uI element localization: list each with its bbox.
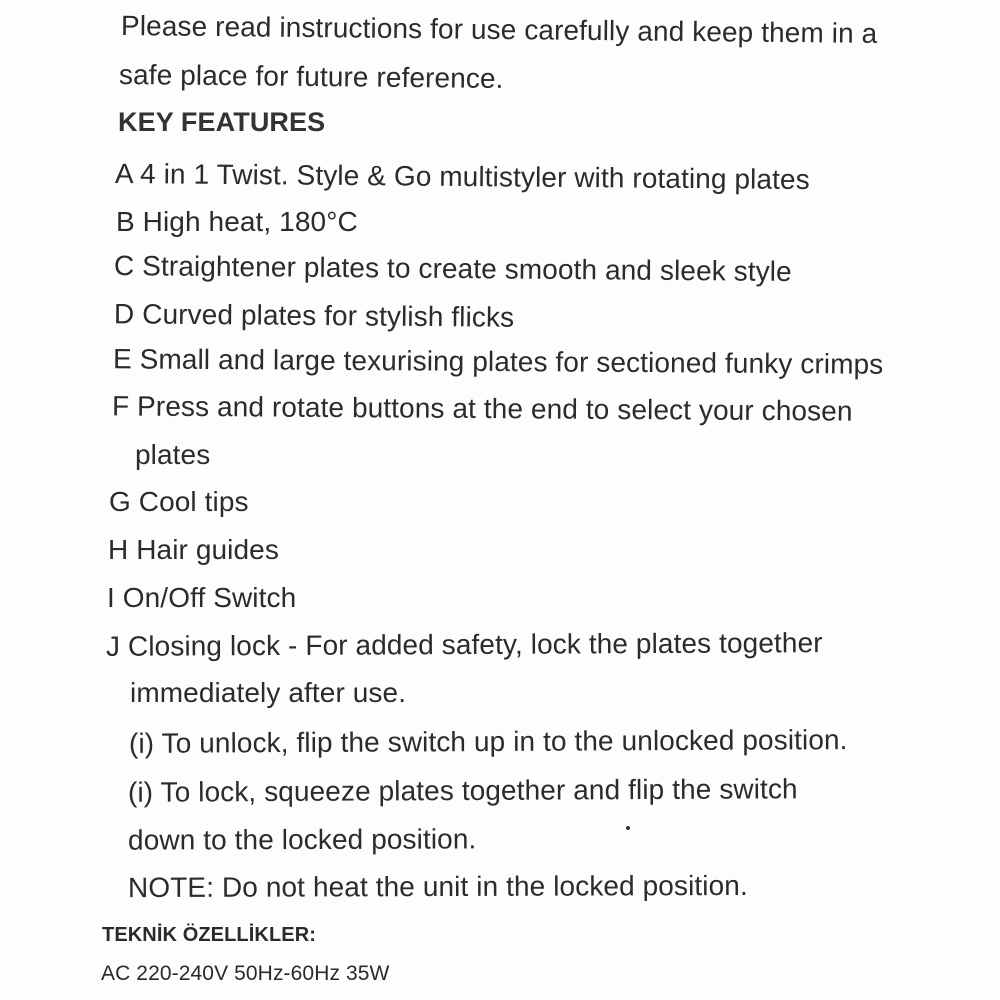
- feature-h: H Hair guides: [108, 534, 279, 565]
- lock-instruction: (i) To lock, squeeze plates together and flip the switch: [127, 773, 798, 808]
- feature-d: D Curved plates for stylish flicks: [113, 298, 515, 333]
- print-speck: [626, 826, 630, 830]
- intro-line-2: safe place for future reference.: [118, 58, 504, 95]
- feature-e: E Small and large texurising plates for sectioned funky crimps: [112, 343, 884, 380]
- feature-j: J Closing lock - For added safety, lock the plates together: [105, 627, 823, 662]
- feature-i: I On/Off Switch: [107, 582, 297, 613]
- unlock-instruction: (i) To unlock, flip the switch up in to the unlocked position.: [128, 724, 848, 759]
- feature-f-continued: plates: [135, 439, 211, 470]
- feature-a: A 4 in 1 Twist. Style & Go multistyler with rotating plates: [114, 157, 810, 196]
- feature-c: C Straightener plates to create smooth and sleek style: [113, 250, 792, 287]
- lock-instruction-continued: down to the locked position.: [127, 823, 477, 856]
- feature-g: G Cool tips: [109, 486, 249, 517]
- feature-j-continued: immediately after use.: [130, 677, 407, 708]
- technical-specs-value: AC 220-240V 50Hz-60Hz 35W: [101, 962, 390, 985]
- key-features-heading: KEY FEATURES: [118, 107, 326, 137]
- technical-specs-heading: TEKNİK ÖZELLİKLER:: [102, 924, 317, 946]
- intro-line-1: Please read instructions for use carefully and keep them in a: [120, 10, 878, 49]
- feature-b: B High heat, 180°C: [116, 206, 358, 237]
- locked-position-note: NOTE: Do not heat the unit in the locked position.: [127, 869, 748, 904]
- feature-f: F Press and rotate buttons at the end to select your chosen: [111, 390, 853, 427]
